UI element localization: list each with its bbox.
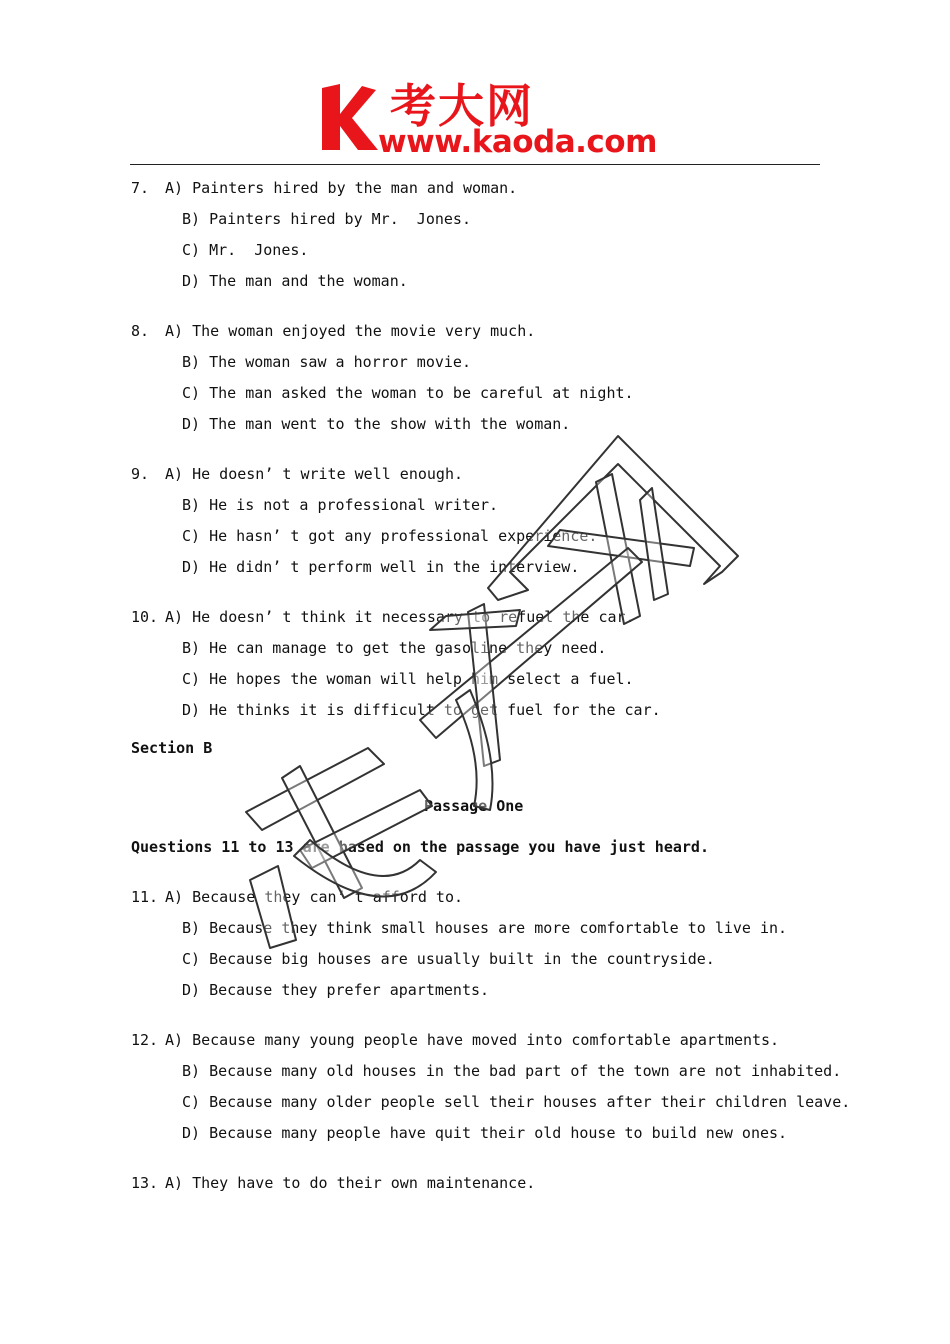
option-b: B) Because many old houses in the bad part of the town are not inhabited. xyxy=(182,1062,842,1080)
option-a: A) Painters hired by the man and woman. xyxy=(165,179,518,197)
passage-title: Passage One xyxy=(424,797,524,815)
question-number: 12. xyxy=(131,1031,159,1049)
option-d: D) Because they prefer apartments. xyxy=(182,981,490,999)
option-a: A) He doesn’ t write well enough. xyxy=(165,465,464,483)
option-d: D) He didn’ t perform well in the interview. xyxy=(182,558,580,576)
question-number: 8. xyxy=(131,322,150,340)
option-b: B) Painters hired by Mr. Jones. xyxy=(182,210,471,228)
option-a: A) Because many young people have moved into comfortable apartments. xyxy=(165,1031,780,1049)
option-b: B) The woman saw a horror movie. xyxy=(182,353,471,371)
option-d: D) The man and the woman. xyxy=(182,272,408,290)
logo-url: www.kaoda.com xyxy=(378,124,657,160)
header-divider xyxy=(130,164,820,165)
option-b: B) Because they think small houses are more comfortable to live in. xyxy=(182,919,788,937)
question-number: 10. xyxy=(131,608,159,626)
option-d: D) He thinks it is difficult to get fuel for the car. xyxy=(182,701,661,719)
section-title: Section B xyxy=(131,739,213,757)
option-c: C) He hasn’ t got any professional experience. xyxy=(182,527,598,545)
question-number: 13. xyxy=(131,1174,159,1192)
question-number: 7. xyxy=(131,179,150,197)
option-a: A) They have to do their own maintenance. xyxy=(165,1174,536,1192)
logo-chinese-text: 考大网 xyxy=(390,79,534,133)
option-a: A) He doesn’ t think it necessary to refuel the car. xyxy=(165,608,635,626)
question-number: 9. xyxy=(131,465,150,483)
option-d: D) Because many people have quit their old house to build new ones. xyxy=(182,1124,788,1142)
option-a: A) Because they can’ t afford to. xyxy=(165,888,464,906)
section-instruction: Questions 11 to 13 are based on the passage you have just heard. xyxy=(131,838,709,856)
option-b: B) He is not a professional writer. xyxy=(182,496,499,514)
option-c: C) Because many older people sell their houses after their children leave. xyxy=(182,1093,851,1111)
option-c: C) He hopes the woman will help him select a fuel. xyxy=(182,670,634,688)
question-number: 11. xyxy=(131,888,159,906)
option-c: C) The man asked the woman to be careful at night. xyxy=(182,384,634,402)
kaoda-logo xyxy=(318,72,657,162)
option-d: D) The man went to the show with the woman. xyxy=(182,415,571,433)
option-b: B) He can manage to get the gasoline they need. xyxy=(182,639,607,657)
option-c: C) Mr. Jones. xyxy=(182,241,309,259)
logo-k-mark xyxy=(318,76,380,156)
option-c: C) Because big houses are usually built in the countryside. xyxy=(182,950,715,968)
option-a: A) The woman enjoyed the movie very much. xyxy=(165,322,536,340)
